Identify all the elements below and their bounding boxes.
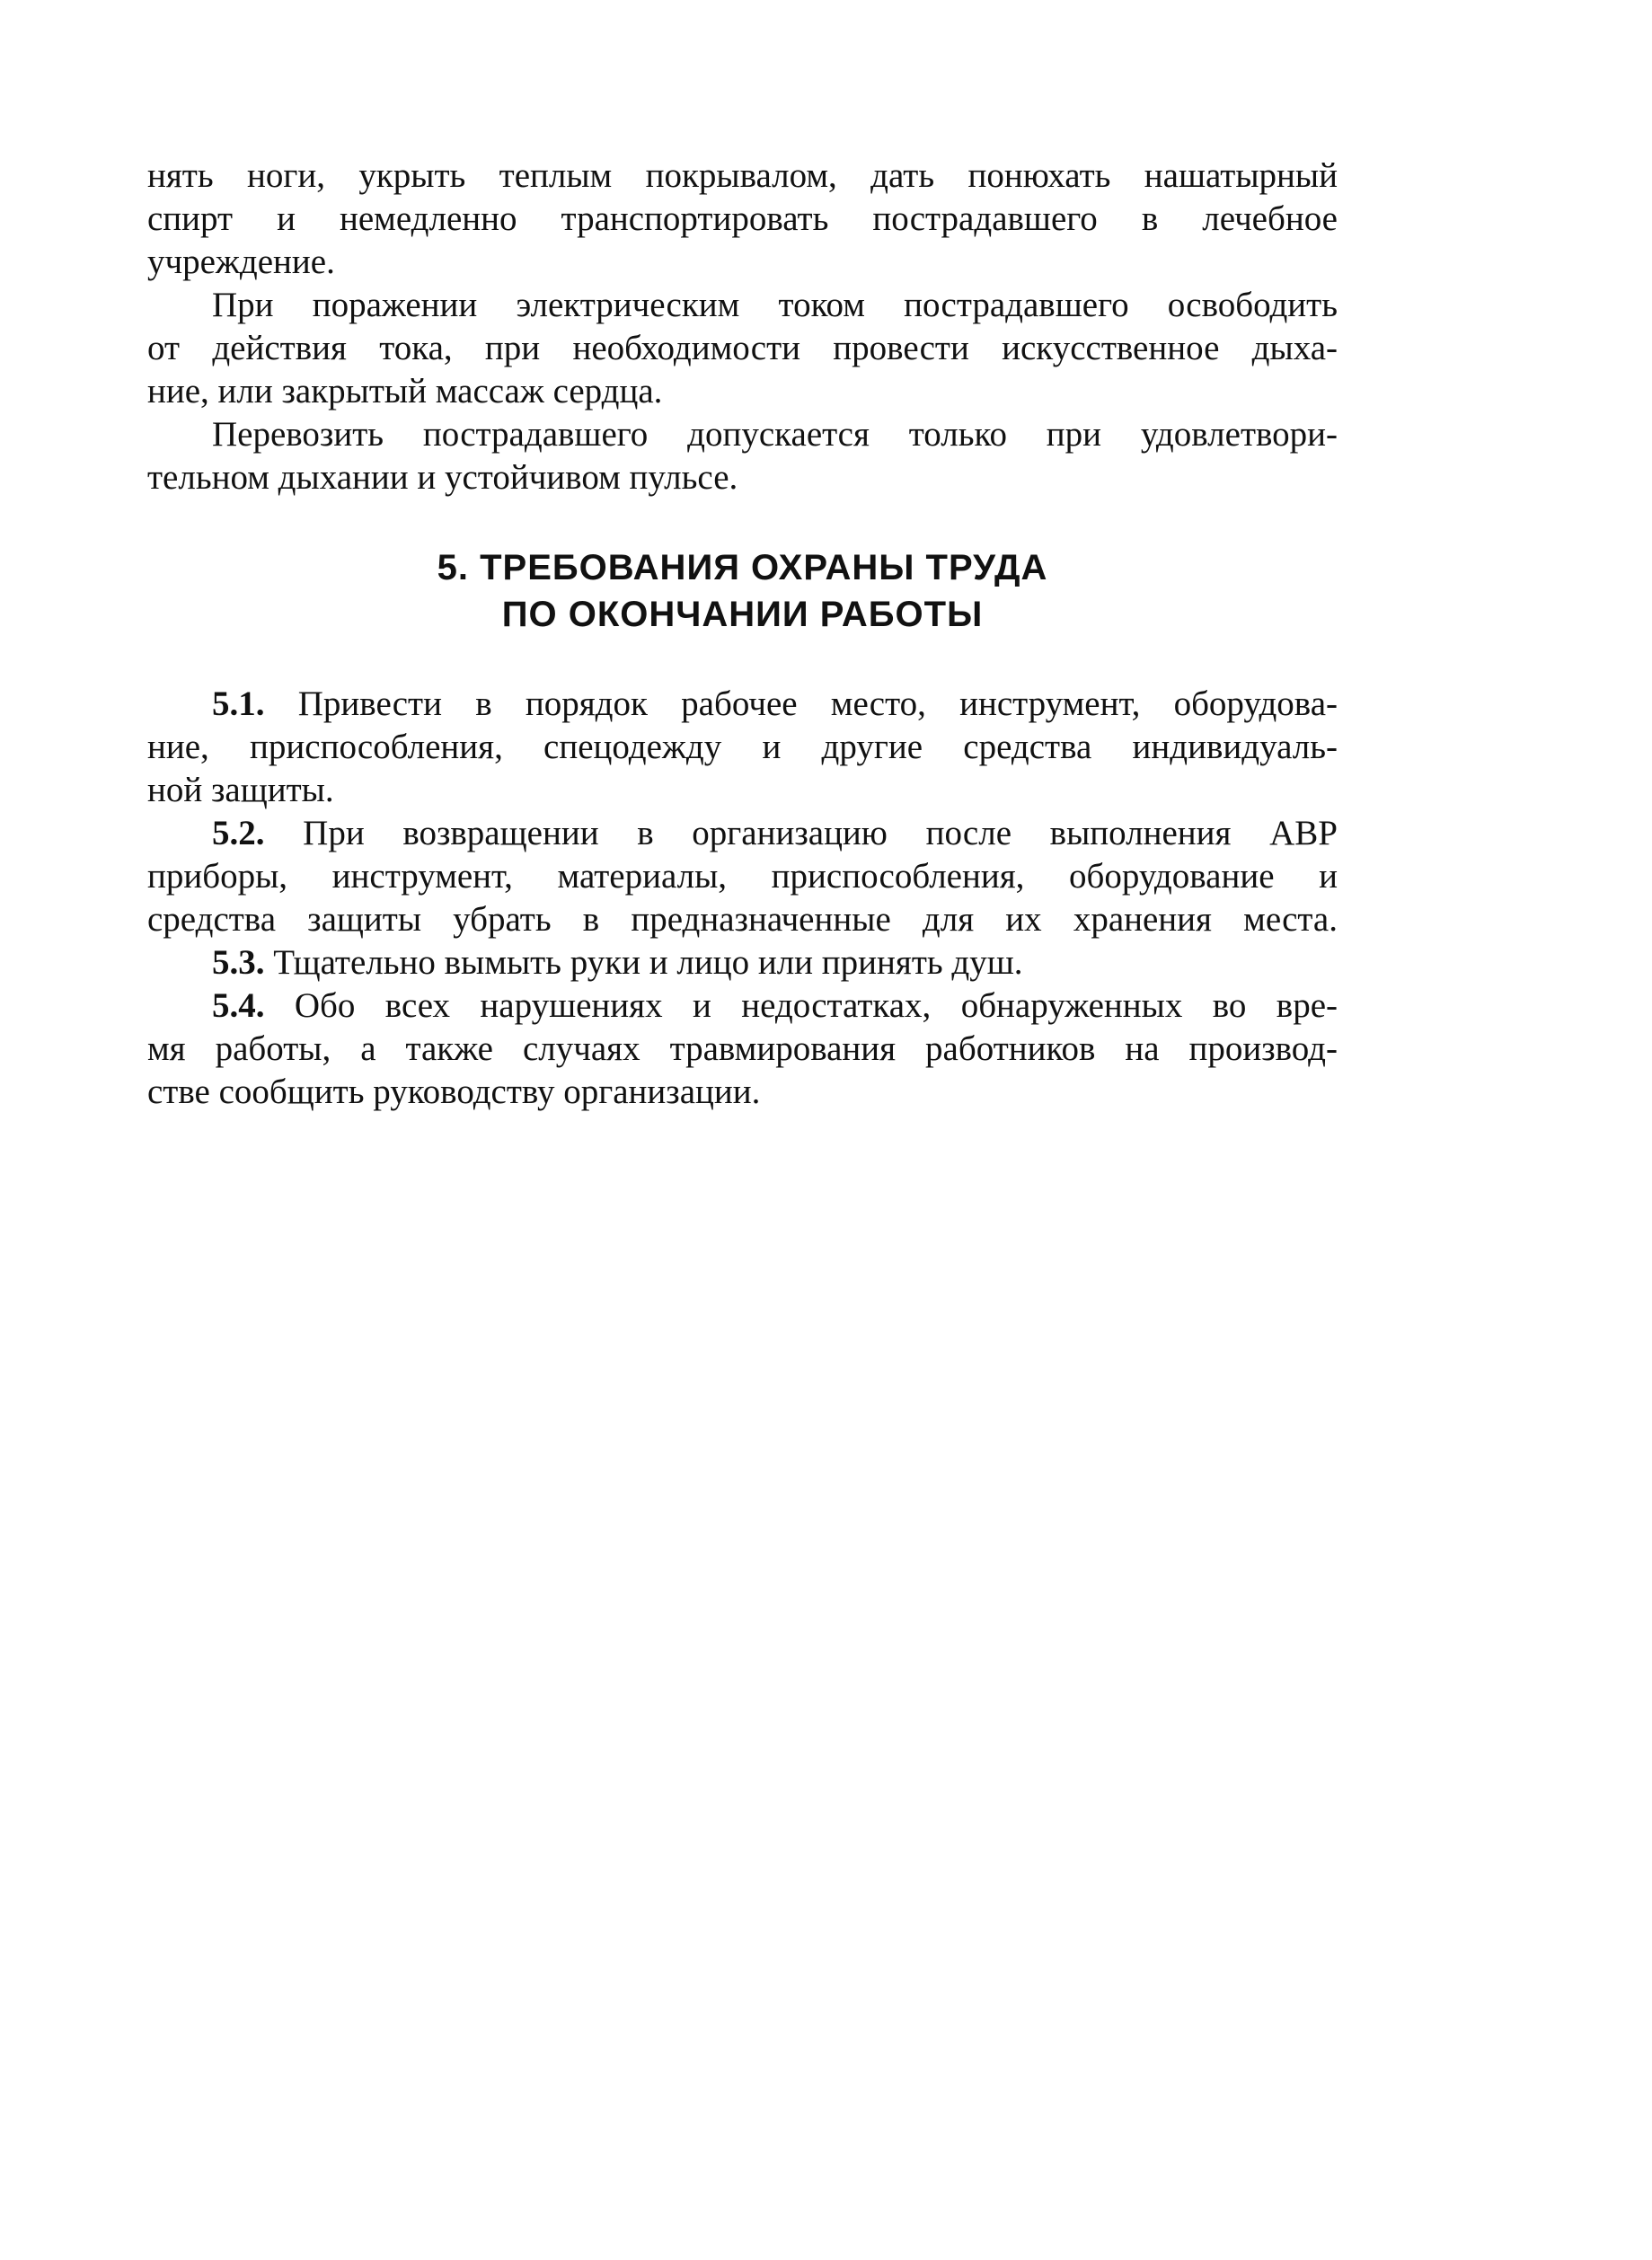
section-item [147, 941, 1338, 984]
spacer [147, 638, 1338, 683]
section-heading-line: 5. ТРЕБОВАНИЯ ОХРАНЫ ТРУДА [437, 548, 1048, 587]
text-line [147, 683, 1338, 726]
text-line: Перевозить пострадавшего допускается только при удовлетвори- [212, 415, 1338, 454]
text-line: ние, или закрытый массаж сердца. [147, 372, 663, 411]
item-text: При возвращении в организацию после выполнения АВР [264, 814, 1338, 852]
paragraph-continuation [147, 154, 1338, 284]
text-line: При поражении электрическим током пострадавшего освободить [212, 286, 1338, 324]
text-line: средства защиты убрать в предназначенные для их хранения места. [147, 900, 1338, 939]
spacer [147, 499, 1338, 544]
text-line: приборы, инструмент, материалы, приспособления, оборудование и [147, 857, 1338, 896]
paragraph-electric-shock [147, 284, 1338, 413]
section-heading-line: ПО ОКОНЧАНИИ РАБОТЫ [501, 595, 984, 634]
text-line [147, 984, 1338, 1028]
item-text: Обо всех нарушениях и недостатках, обнаруженных во вре- [264, 986, 1338, 1025]
text-line: нять ноги, укрыть теплым покрывалом, дать понюхать нашатырный [147, 156, 1338, 195]
item-number: 5.2. [212, 814, 265, 852]
paragraph-transport [147, 413, 1338, 499]
item-number: 5.4. [212, 986, 265, 1025]
text-line [147, 941, 1338, 984]
item-text: Тщательно вымыть руки и лицо или принять душ. [264, 943, 1023, 982]
item-text: Привести в порядок рабочее место, инструмент, оборудова- [264, 684, 1338, 723]
section-item [147, 984, 1338, 1114]
text-line: спирт и немедленно транспортировать пострадавшего в лечебное [147, 199, 1338, 238]
section-heading [147, 544, 1338, 638]
text-line: стве сообщить руководству организации. [147, 1073, 761, 1111]
item-number: 5.3. [212, 943, 265, 982]
text-line: мя работы, а также случаях травмирования работников на производ- [147, 1029, 1338, 1068]
text-line [147, 812, 1338, 855]
text-line: ной защиты. [147, 771, 334, 809]
text-line: ние, приспособления, спецодежду и другие средства индивидуаль- [147, 728, 1338, 766]
section-item [147, 812, 1338, 941]
text-line: учреждение. [147, 243, 335, 281]
text-line: от действия тока, при необходимости провести искусственное дыха- [147, 329, 1338, 367]
text-line: тельном дыхании и устойчивом пульсе. [147, 458, 738, 497]
section-item [147, 683, 1338, 812]
page-text [147, 154, 1338, 1114]
item-number: 5.1. [212, 684, 265, 723]
